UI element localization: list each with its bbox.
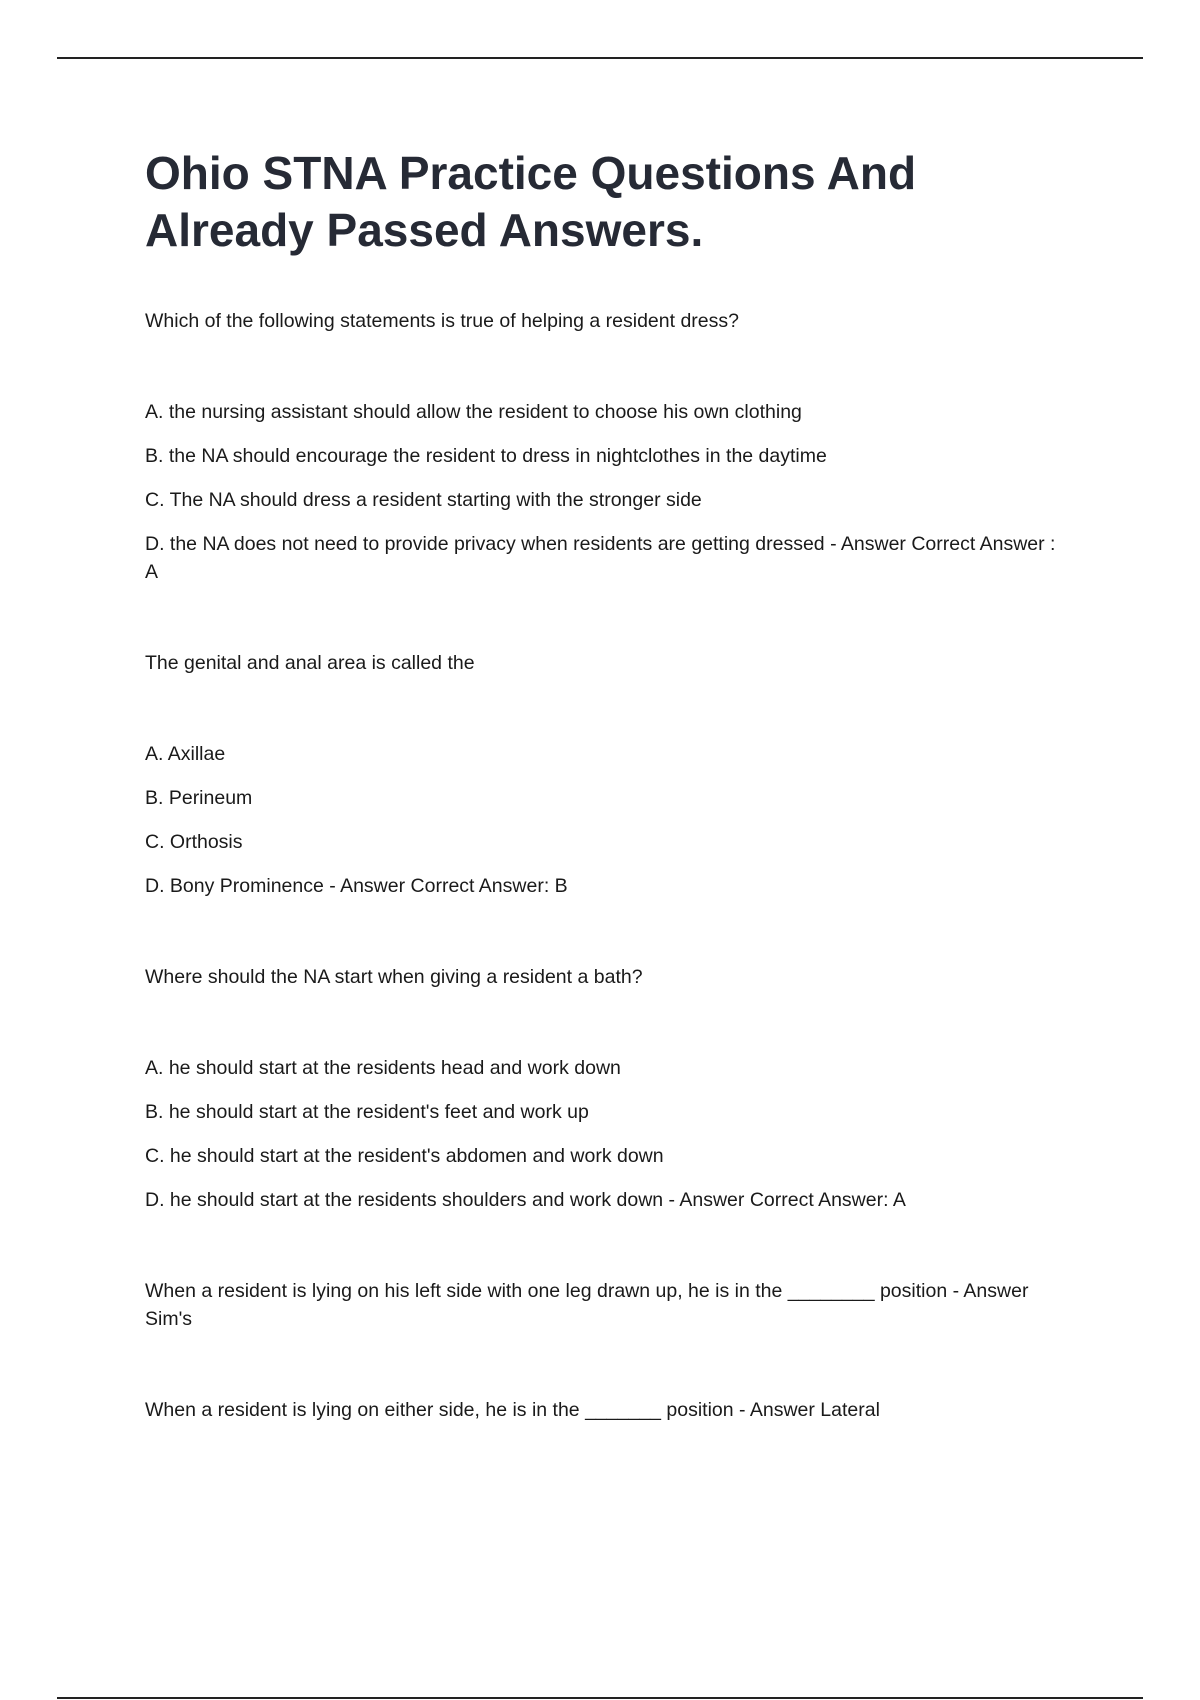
question-text: When a resident is lying on his left side with one leg drawn up, he is in the ________ position - Answer Sim's (145, 1280, 1029, 1330)
question-block (145, 1277, 1065, 1333)
question-text: Which of the following statements is true of helping a resident dress? (145, 310, 739, 332)
answer-option: A. he should start at the residents head and work down (145, 1057, 621, 1079)
answer-option: C. The NA should dress a resident starting with the stronger side (145, 489, 702, 511)
question-block (145, 1396, 1065, 1424)
answer-option: A. the nursing assistant should allow the resident to choose his own clothing (145, 401, 802, 423)
question-block (145, 649, 1065, 900)
top-divider (57, 57, 1143, 59)
question-text: The genital and anal area is called the (145, 652, 475, 674)
answer-option: B. Perineum (145, 787, 253, 809)
answer-option: D. Bony Prominence - Answer Correct Answer: B (145, 875, 568, 897)
document-body (145, 145, 1065, 1424)
answer-option: D. he should start at the residents shoulders and work down - Answer Correct Answer: A (145, 1189, 906, 1211)
question-block (145, 963, 1065, 1214)
answer-option: B. the NA should encourage the resident to dress in nightclothes in the daytime (145, 445, 827, 467)
answer-option: C. Orthosis (145, 831, 243, 853)
answer-option: B. he should start at the resident's feet and work up (145, 1101, 589, 1123)
question-text: Where should the NA start when giving a resident a bath? (145, 966, 643, 988)
question-text: When a resident is lying on either side, he is in the _______ position - Answer Lateral (145, 1399, 880, 1421)
answer-option: D. the NA does not need to provide privacy when residents are getting dressed - Answer Correct Answer : A (145, 533, 1056, 583)
answer-option: A. Axillae (145, 743, 226, 765)
document-title: Ohio STNA Practice Questions And Already Passed Answers. (145, 147, 917, 256)
question-block (145, 307, 1065, 586)
answer-option: C. he should start at the resident's abdomen and work down (145, 1145, 664, 1167)
bottom-divider (57, 1697, 1143, 1699)
